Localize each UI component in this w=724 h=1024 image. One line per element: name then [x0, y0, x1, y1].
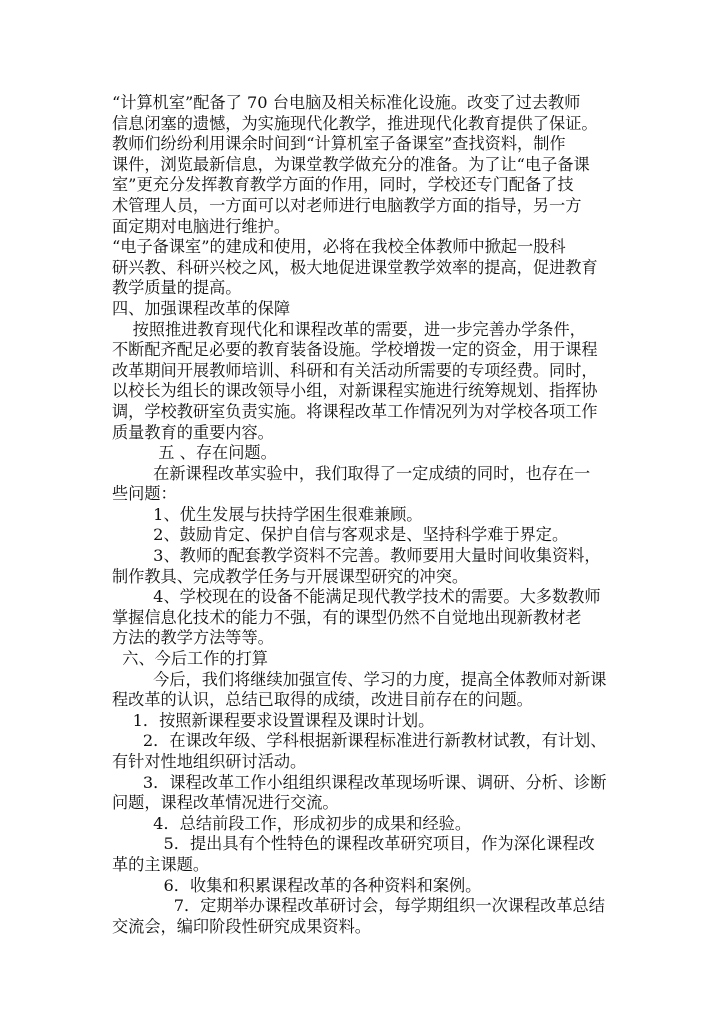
- text-line: 术管理人员，一方面可以对老师进行电脑教学方面的指导，另一方: [112, 195, 582, 215]
- paragraph: [112, 670, 618, 711]
- paragraph: [112, 814, 618, 835]
- text-line: 有针对性地组织研讨活动。: [112, 752, 307, 771]
- text-line: “计算机室”配备了 70 台电脑及相关标准化设施。改变了过去教师: [112, 93, 581, 112]
- text-line: 面定期对电脑进行维护。: [112, 216, 291, 236]
- text-line: 不断配齐配足必要的教育装备设施。学校增拨一定的资金，用于课程: [112, 340, 598, 360]
- text-line: 4、学校现在的设备不能满足现代教学技术的需要。大多数教师: [112, 587, 601, 607]
- paragraph: [112, 443, 618, 464]
- paragraph: [112, 320, 618, 444]
- text-line: 方法的教学方法等等。: [112, 628, 274, 648]
- text-line: 问题，课程改革情况进行交流。: [112, 793, 339, 813]
- paragraph: [112, 711, 618, 732]
- text-line: 四、加强课程改革的保障: [112, 298, 291, 318]
- text-line: 研兴教、科研兴校之风，极大地促进课堂教学效率的提高，促进教育: [112, 257, 598, 277]
- text-line: 2．在课改年级、学科根据新课程标准进行新教材试教，有计划、: [112, 731, 607, 751]
- paragraph: [112, 649, 618, 670]
- text-line: 调，学校教研室负责实施。将课程改革工作情况列为对学校各项工作: [112, 401, 598, 421]
- paragraph: [112, 876, 618, 897]
- text-line: 1．按照新课程要求设置课程及课时计划。: [112, 710, 435, 730]
- paragraph: [112, 731, 618, 772]
- text-line: 掌握信息化技术的能力不强，有的课型仍然不自觉地出现新教材老: [112, 607, 582, 627]
- text-line: “电子备课室”的建成和使用，必将在我校全体教师中掀起一股科: [112, 237, 566, 257]
- paragraph: [112, 93, 618, 237]
- text-line: 制作教具、完成教学任务与开展课型研究的冲突。: [112, 566, 469, 586]
- text-line: 3．课程改革工作小组组织课程改革现场听课、调研、分析、诊断: [112, 772, 607, 792]
- paragraph: [112, 834, 618, 875]
- text-line: 今后，我们将继续加强宣传、学习的力度，提高全体教师对新课: [112, 669, 607, 689]
- text-line: 4．总结前段工作，形成初步的成果和经验。: [112, 813, 472, 833]
- text-line: 按照推进教育现代化和课程改革的需要，进一步完善办学条件，: [112, 319, 586, 339]
- text-line: 室”更充分发挥教育教学方面的作用，同时，学校还专门配备了技: [112, 175, 574, 195]
- text-line: 3、教师的配套教学资料不完善。教师要用大量时间收集资料，: [112, 546, 601, 566]
- paragraph: [112, 587, 618, 649]
- text-line: 交流会，编印阶段性研究成果资料。: [112, 916, 371, 936]
- paragraph: [112, 505, 618, 526]
- text-line: 质量教育的重要内容。: [112, 422, 274, 442]
- paragraph: [112, 546, 618, 587]
- text-line: 在新课程改革实验中，我们取得了一定成绩的同时，也存在一: [112, 463, 591, 483]
- body-text: [112, 93, 618, 937]
- text-line: 教学质量的提高。: [112, 278, 242, 298]
- paragraph: [112, 525, 618, 546]
- paragraph: [112, 773, 618, 814]
- text-line: 7．定期举办课程改革研讨会，每学期组织一次课程改革总结: [112, 896, 605, 916]
- text-line: 6．收集和积累课程改革的各种资料和案例。: [112, 875, 482, 895]
- text-line: 改革期间开展教师培训、科研和有关活动所需要的专项经费。同时，: [112, 360, 598, 380]
- text-line: 信息闭塞的遗憾，为实施现代化教学，推进现代化教育提供了保证。: [112, 113, 598, 133]
- text-line: 以校长为组长的课改领导小组，对新课程实施进行统筹规划、指挥协: [112, 381, 598, 401]
- text-line: 些问题：: [112, 484, 177, 504]
- text-line: 教师们纷纷利用课余时间到“计算机室子备课室”查找资料，制作: [112, 134, 566, 154]
- text-line: 2、鼓励肯定、保护自信与客观求是、坚持科学难于界定。: [112, 525, 569, 545]
- text-line: 五 、存在问题。: [112, 443, 277, 463]
- paragraph: [112, 464, 618, 505]
- text-line: 六、今后工作的打算: [112, 649, 268, 669]
- paragraph: [112, 299, 618, 320]
- text-line: 革的主课题。: [112, 854, 210, 874]
- text-line: 程改革的认识，总结已取得的成绩，改进目前存在的问题。: [112, 690, 533, 710]
- text-line: 5．提出具有个性特色的课程改革研究项目，作为深化课程改: [112, 834, 595, 854]
- text-line: 课件，浏览最新信息，为课堂教学做充分的准备。为了让“电子备课: [112, 154, 590, 174]
- text-line: 1、优生发展与扶持学困生很难兼顾。: [112, 504, 423, 524]
- paragraph: [112, 237, 618, 299]
- paragraph: [112, 896, 618, 937]
